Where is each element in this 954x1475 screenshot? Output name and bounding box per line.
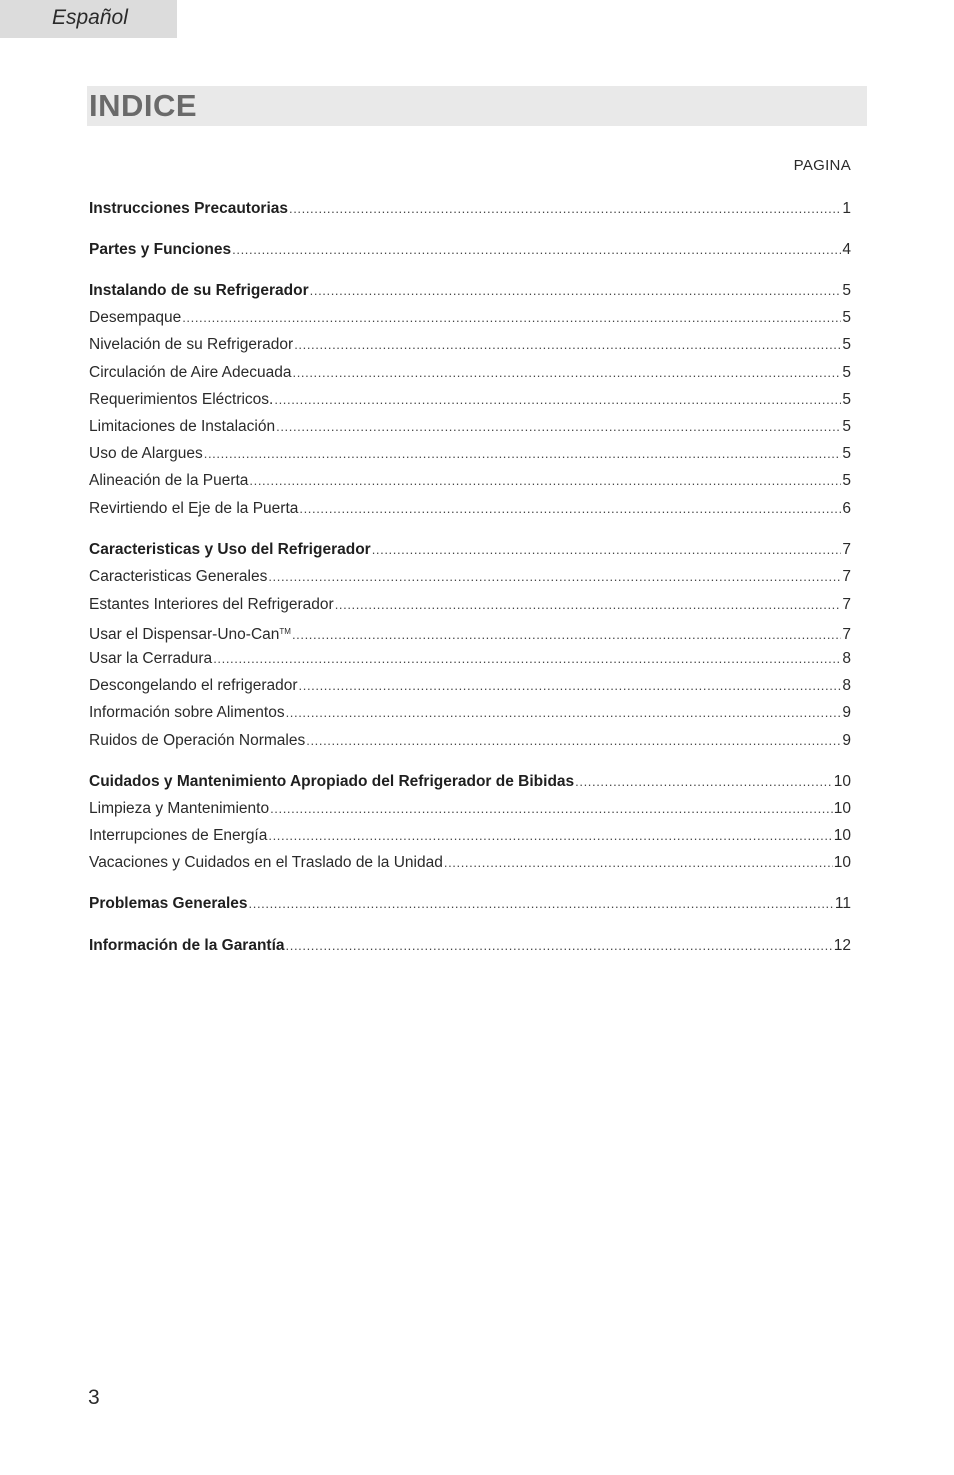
toc-entry-label <box>89 239 231 261</box>
toc-entry-label-text: Caracteristicas Generales <box>89 568 268 585</box>
toc-entry-label <box>89 334 293 356</box>
toc-entry-label <box>89 648 212 670</box>
toc-entry-label-text: Limpieza y Mantenimiento <box>89 800 270 817</box>
toc-entry-label-text: Descongelando el refrigerador <box>89 677 298 694</box>
toc-entry-page: 9 <box>842 732 851 749</box>
toc-entry-page: 10 <box>833 854 851 871</box>
toc-entry-label <box>89 389 273 411</box>
toc-entry-page: 7 <box>842 626 851 643</box>
toc-subsection-entry <box>89 416 851 438</box>
toc-entry-page: 5 <box>842 472 851 489</box>
toc-subsection-entry <box>89 470 851 492</box>
dot-leader <box>286 935 833 957</box>
toc-entry-label-text: Alineación de la Puerta <box>89 472 249 489</box>
dot-leader <box>204 443 842 465</box>
toc-entry-page: 5 <box>842 336 851 353</box>
toc-entry-label <box>89 594 334 616</box>
dot-leader <box>268 825 832 847</box>
language-tab: Español <box>0 0 177 38</box>
toc-entry-label <box>89 307 181 329</box>
toc-entry-label-text: Instalando de su Refrigerador <box>89 282 309 299</box>
toc-subsection-entry <box>89 825 851 847</box>
title-bar <box>87 86 867 126</box>
dot-leader <box>299 498 841 520</box>
toc-entry-label-text: Ruidos de Operación Normales <box>89 732 306 749</box>
toc-subsection-entry <box>89 443 851 465</box>
dot-leader <box>444 852 833 874</box>
toc-entry-label <box>89 566 267 588</box>
page-number: 3 <box>88 1386 100 1409</box>
toc-entry-label-text: Limitaciones de Instalación <box>89 418 276 435</box>
toc-entry-label <box>89 702 285 724</box>
toc-subsection-entry <box>89 389 851 411</box>
toc-entry-label-text: Interrupciones de Energía <box>89 827 268 844</box>
toc-subsection-entry <box>89 498 851 520</box>
toc-entry-page: 10 <box>833 773 851 790</box>
dot-leader <box>213 648 841 670</box>
toc-entry-page: 8 <box>842 677 851 694</box>
dot-leader <box>299 675 842 697</box>
toc-subsection-entry <box>89 730 851 752</box>
dot-leader <box>249 893 834 915</box>
dot-leader <box>276 416 841 438</box>
page-column-header: PAGINA <box>793 157 851 174</box>
toc-entry-label-text: Nivelación de su Refrigerador <box>89 336 294 353</box>
toc-entry-page: 10 <box>833 827 851 844</box>
toc-entry-page: 6 <box>842 500 851 517</box>
toc-entry-label <box>89 935 285 957</box>
dot-leader <box>270 798 833 820</box>
toc-subsection-entry <box>89 621 851 643</box>
dot-leader <box>310 280 842 302</box>
toc-entry-label-text: Vacaciones y Cuidados en el Traslado de la Unidad <box>89 854 443 871</box>
toc-entry-label-text: Información sobre Alimentos <box>89 704 285 721</box>
toc-entry-label <box>89 852 443 874</box>
toc-entry-label-text: Partes y Funciones <box>89 241 232 258</box>
toc-entry-label <box>89 730 305 752</box>
toc-entry-label <box>89 362 292 384</box>
toc-entry-page: 5 <box>842 309 851 326</box>
toc-entry-label-text: Usar la Cerradura <box>89 650 213 667</box>
toc-entry-page: 8 <box>842 650 851 667</box>
toc-entry-page: 5 <box>842 391 851 408</box>
toc-entry-label <box>89 498 298 520</box>
toc-section-entry <box>89 198 851 220</box>
toc-entry-page: 5 <box>842 282 851 299</box>
toc-subsection-entry <box>89 852 851 874</box>
toc-entry-page: 4 <box>842 241 851 258</box>
toc-entry-label <box>89 416 275 438</box>
toc-entry-label-text: Estantes Interiores del Refrigerador <box>89 596 334 613</box>
toc-entry-label <box>89 798 269 820</box>
toc-entry-label-text: Problemas Generales <box>89 895 248 912</box>
dot-leader <box>274 389 841 411</box>
dot-leader <box>182 307 841 329</box>
toc-entry-label-text: Usar el Dispensar-Uno-Can <box>89 626 280 643</box>
toc-entry-label-text: Uso de Alargues <box>89 445 203 462</box>
toc-section-entry <box>89 539 851 561</box>
dot-leader <box>306 730 841 752</box>
toc-entry-page: 5 <box>842 445 851 462</box>
page-title: INDICE <box>89 88 198 123</box>
toc-entry-label-text: Instrucciones Precautorias <box>89 200 288 217</box>
toc-subsection-entry <box>89 675 851 697</box>
toc-subsection-entry <box>89 798 851 820</box>
toc-subsection-entry <box>89 334 851 356</box>
toc-entry-page: 7 <box>842 568 851 585</box>
dot-leader <box>294 334 841 356</box>
toc-entry-page: 7 <box>842 596 851 613</box>
toc-entry-label <box>89 539 371 561</box>
toc-entry-label-text: Requerimientos Eléctricos. <box>89 391 274 408</box>
toc-entry-label <box>89 675 298 697</box>
toc-entry-label <box>89 198 288 220</box>
dot-leader <box>293 362 842 384</box>
toc-entry-page: 12 <box>833 937 851 954</box>
dot-leader <box>249 470 841 492</box>
dot-leader <box>292 624 841 646</box>
toc-entry-page: 9 <box>842 704 851 721</box>
dot-leader <box>286 702 842 724</box>
toc-subsection-entry <box>89 648 851 670</box>
toc-section-entry <box>89 893 851 915</box>
toc-subsection-entry <box>89 702 851 724</box>
trademark-mark: TM <box>279 627 291 636</box>
toc-entry-label-text: Revirtiendo el Eje de la Puerta <box>89 500 299 517</box>
toc-subsection-entry <box>89 362 851 384</box>
toc-entry-label-text: Desempaque <box>89 309 182 326</box>
toc-entry-page: 1 <box>842 200 851 217</box>
toc-entry-label <box>89 825 267 847</box>
toc-entry-label <box>89 470 248 492</box>
toc-entry-label-text: Circulación de Aire Adecuada <box>89 364 292 381</box>
toc-entry-label <box>89 893 248 915</box>
dot-leader <box>575 771 833 793</box>
dot-leader <box>268 566 841 588</box>
toc-section-entry <box>89 280 851 302</box>
toc-entry-page: 5 <box>842 418 851 435</box>
toc-entry-label-text: Caracteristicas y Uso del Refrigerador <box>89 541 371 558</box>
toc-entry-label-text: Cuidados y Mantenimiento Apropiado del Refrigerador de Bibidas <box>89 773 575 790</box>
toc-section-entry <box>89 935 851 957</box>
dot-leader <box>372 539 842 561</box>
toc-entry-label <box>89 443 203 465</box>
toc-entry-page: 10 <box>833 800 851 817</box>
toc-entry-page: 7 <box>842 541 851 558</box>
toc-section-entry <box>89 771 851 793</box>
dot-leader <box>232 239 841 261</box>
toc-subsection-entry <box>89 566 851 588</box>
toc-entry-label-text: Información de la Garantía <box>89 937 285 954</box>
dot-leader <box>289 198 841 220</box>
toc-entry-label <box>89 280 309 302</box>
toc-entry-page: 11 <box>834 895 851 912</box>
toc-entry-page: 5 <box>842 364 851 381</box>
toc-section-entry <box>89 239 851 261</box>
toc-subsection-entry <box>89 307 851 329</box>
dot-leader <box>335 594 842 616</box>
toc-entry-label <box>89 621 291 646</box>
toc-entry-label <box>89 771 574 793</box>
toc-subsection-entry <box>89 594 851 616</box>
